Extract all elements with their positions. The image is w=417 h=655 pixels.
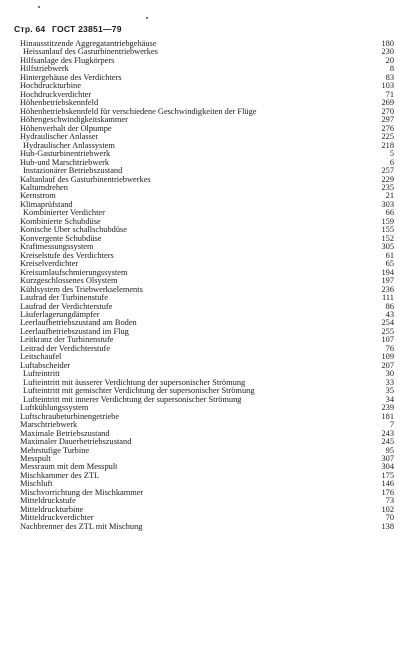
- entry-page-number: 270: [381, 106, 394, 116]
- entry-term: Leerlaufbetriebszustand im Flug: [20, 327, 129, 336]
- entry-page-number: 30: [385, 369, 394, 379]
- index-entry: [20, 277, 394, 285]
- entry-term: Leitschaufel: [20, 353, 62, 362]
- index-entry: [20, 294, 394, 302]
- index-entry: [20, 455, 394, 463]
- entry-page-number: 197: [381, 276, 394, 286]
- entry-page-number: 307: [381, 453, 394, 463]
- entry-page-number: 305: [381, 242, 394, 252]
- entry-term: Hilfsanlage des Flugkörpers: [20, 56, 115, 65]
- entry-term: Kurzgeschlossenes Ölsystem: [20, 277, 118, 286]
- page-header: [14, 24, 126, 34]
- entry-page-number: 176: [381, 487, 394, 497]
- entry-page-number: 245: [381, 437, 394, 447]
- entry-term: Mitteldruckturbine: [20, 505, 84, 514]
- index-entry: [20, 150, 394, 158]
- entry-page-number: 236: [381, 284, 394, 294]
- entry-page-number: 180: [381, 39, 394, 48]
- entry-term: Hub-Gasturbinentriebwerk: [20, 150, 111, 159]
- print-speck: [38, 6, 40, 8]
- entry-page-number: 181: [381, 411, 394, 421]
- index-entry: [20, 413, 394, 421]
- entry-term: Leitrad der Verdichterstufe: [20, 344, 111, 353]
- entry-term: Läuferlagerungdämpfer: [20, 311, 100, 319]
- index-entry: [20, 303, 394, 311]
- entry-page-number: 70: [385, 513, 394, 523]
- index-entry: [20, 176, 394, 184]
- entry-term: Höhenverhalt der Ölpumpe: [20, 124, 112, 133]
- index-entry: [20, 209, 394, 217]
- entry-term: Hochdruckverdichter: [20, 90, 92, 99]
- index-entry: [20, 328, 394, 336]
- entry-term: Nachbrenner des ZTL mit Mischung: [20, 522, 143, 531]
- index-entry: [20, 40, 394, 48]
- entry-page-number: 276: [381, 123, 394, 133]
- entry-term: Lufteintritt: [23, 370, 60, 379]
- index-entry: [20, 362, 394, 370]
- entry-term: Konische Über schallschubdüse: [20, 226, 127, 235]
- index-entry: [20, 514, 394, 522]
- entry-page-number: 65: [385, 259, 394, 269]
- entry-page-number: 21: [385, 191, 394, 201]
- index-entry: [20, 447, 394, 455]
- entry-page-number: 83: [385, 72, 394, 82]
- entry-page-number: 111: [382, 293, 394, 303]
- index-entry: [20, 379, 394, 387]
- entry-term: Mischluft: [20, 480, 53, 489]
- index-entry: [20, 404, 394, 412]
- index-entry: [20, 480, 394, 488]
- entry-page-number: 152: [381, 233, 394, 243]
- index-entry: [20, 286, 394, 294]
- index-entry: [20, 345, 394, 353]
- index-entry: [20, 142, 394, 150]
- index-entry: [20, 192, 394, 200]
- index-entry: [20, 421, 394, 429]
- index-entry: [20, 133, 394, 141]
- entry-term: Instazionärer Betriebszustand: [23, 167, 123, 176]
- entry-page-number: 86: [385, 301, 394, 311]
- index-entry: [20, 438, 394, 446]
- index-entry: [20, 167, 394, 175]
- entry-term: Hintergehäuse des Verdichters: [20, 73, 122, 82]
- entry-page-number: 269: [381, 98, 394, 108]
- entry-page-number: 107: [381, 335, 394, 345]
- entry-term: Kreiselverdichter: [20, 260, 79, 269]
- entry-term: Laufrad der Verdichterstufe: [20, 302, 113, 311]
- entry-page-number: 7: [389, 420, 394, 430]
- index-entry: [20, 260, 394, 268]
- print-speck: [146, 17, 148, 19]
- entry-term: Mischvorrichtung der Mischkammer: [20, 488, 144, 497]
- index-entry: [20, 235, 394, 243]
- index-entry: [20, 99, 394, 107]
- entry-page-number: 230: [381, 47, 394, 57]
- entry-term: Kaltanlauf des Gasturbinentriebwerkes: [20, 175, 151, 184]
- entry-page-number: 8: [389, 64, 394, 74]
- entry-term: Luftabscheider: [20, 361, 71, 370]
- index-entry: [20, 370, 394, 378]
- entry-term: Leitkranz der Turbinenstufe: [20, 336, 114, 345]
- entry-term: Hydraulischer Anlasser: [20, 133, 99, 142]
- entry-page-number: 109: [381, 352, 394, 362]
- entry-page-number: 255: [381, 326, 394, 336]
- entry-page-number: 207: [381, 360, 394, 370]
- entry-term: Hub-und Marschtriebwerk: [20, 158, 110, 167]
- entry-page-number: 138: [381, 521, 394, 531]
- index-entry: [20, 243, 394, 251]
- entry-page-number: 66: [385, 208, 394, 218]
- entry-page-number: 159: [381, 216, 394, 226]
- entry-page-number: 254: [381, 318, 394, 328]
- entry-term: Kreiselstufe des Verdichters: [20, 251, 114, 260]
- entry-term: Höhengeschwindigkeitskammer: [20, 116, 128, 125]
- entry-term: Marschtriebwerk: [20, 421, 78, 430]
- index-entry: [20, 430, 394, 438]
- index-entry: [20, 159, 394, 167]
- entry-page-number: 175: [381, 470, 394, 480]
- entry-page-number: 225: [381, 132, 394, 142]
- entry-term: Höhenbetriebskennfeld für verschiedene Geschwindigkeiten der Flüge: [20, 107, 257, 116]
- index-entry: [20, 269, 394, 277]
- entry-page-number: 304: [381, 462, 394, 472]
- entry-term: Heissanlauf des Gasturbinentriebwerkes: [23, 48, 158, 57]
- index-entry: [20, 48, 394, 56]
- entry-term: Luftkühlungssystem: [20, 404, 89, 413]
- index-entry: [20, 125, 394, 133]
- index-entry: [20, 218, 394, 226]
- entry-term: Klimaprüfstand: [20, 200, 73, 209]
- entry-term: Kreisumlaufschmierungssystem: [20, 268, 128, 277]
- entry-page-number: 34: [385, 394, 394, 404]
- entry-term: Maximaler Dauerbetriebszustand: [20, 438, 132, 447]
- index-entry: [20, 116, 394, 124]
- index-entry: [20, 252, 394, 260]
- entry-term: Mehrstufige Turbine: [20, 446, 90, 455]
- entry-term: Konvergente Schubdüse: [20, 234, 102, 243]
- index-entry: [20, 463, 394, 471]
- entry-term: Laufrad der Turbinenstufe: [20, 294, 108, 303]
- entry-term: Hydraulischer Anlassystem: [23, 141, 115, 150]
- index-entry: [20, 523, 394, 531]
- entry-page-number: 303: [381, 199, 394, 209]
- index-entry: [20, 108, 394, 116]
- entry-term: Lufteintritt mit äusserer Verdichtung der supersonischer Strömung: [23, 378, 246, 387]
- index-entry: [20, 506, 394, 514]
- entry-page-number: 194: [381, 267, 394, 277]
- entry-page-number: 43: [385, 310, 394, 319]
- entry-page-number: 73: [385, 496, 394, 506]
- entry-term: Messpult: [20, 454, 51, 463]
- entry-term: Lufteintritt mit innerer Verdichtung der supersonischer Strömung: [23, 395, 242, 404]
- entry-term: Mitteldruckverdichter: [20, 514, 94, 523]
- index-entry: [20, 387, 394, 395]
- entry-page-number: 243: [381, 428, 394, 438]
- page-label: Стр. 64: [14, 24, 46, 34]
- entry-page-number: 257: [381, 166, 394, 176]
- index-entry: [20, 319, 394, 327]
- index-entry: [20, 311, 394, 319]
- entry-page-number: 155: [381, 225, 394, 235]
- entry-term: Mitteldruckstufe: [20, 497, 76, 506]
- entry-page-number: 102: [381, 504, 394, 514]
- entry-term: Kernstrom: [20, 192, 56, 201]
- entry-term: Luftschraubeturbinengetriebe: [20, 412, 120, 421]
- index-entry: [20, 472, 394, 480]
- index-entry: [20, 201, 394, 209]
- entry-page-number: 239: [381, 403, 394, 413]
- entry-term: Hilfstriebwerk: [20, 65, 69, 74]
- entry-term: Leerlaufbetriebszustand am Boden: [20, 319, 137, 328]
- index-entry: [20, 226, 394, 234]
- entry-term: Kombinierter Verdichter: [23, 209, 105, 218]
- standard-number: ГОСТ 23851—79: [52, 24, 122, 34]
- entry-term: Mischkammer des ZTL: [20, 471, 100, 480]
- index-entry: [20, 353, 394, 361]
- entry-term: Kraftmessungssystem: [20, 243, 94, 252]
- entry-term: Lufteintritt mit gemischter Verdichtung der supersonischer Strömung: [23, 387, 255, 396]
- entry-term: Kombinierte Schubdüse: [20, 217, 101, 226]
- index-entry: [20, 57, 394, 65]
- entry-page-number: 229: [381, 174, 394, 184]
- entry-page-number: 95: [385, 445, 394, 455]
- entry-term: Höhenbetriebskennfeld: [20, 99, 99, 108]
- index-entry: [20, 497, 394, 505]
- entry-page-number: 35: [385, 386, 394, 396]
- entry-page-number: 61: [385, 250, 394, 260]
- index-entry: [20, 489, 394, 497]
- entry-term: Kühlsystem des Triebwerkselements: [20, 285, 143, 294]
- index-entry: [20, 336, 394, 344]
- entry-page-number: 76: [385, 343, 394, 353]
- entry-page-number: 6: [389, 157, 394, 167]
- entry-page-number: 103: [381, 81, 394, 91]
- index-entry: [20, 91, 394, 99]
- entry-page-number: 33: [385, 377, 394, 387]
- entry-term: Messraum mit dem Messpult: [20, 463, 118, 472]
- index-entry: [20, 82, 394, 90]
- index-entry: [20, 74, 394, 82]
- entry-page-number: 218: [381, 140, 394, 150]
- entry-page-number: 71: [385, 89, 394, 99]
- index-list: [20, 40, 394, 531]
- entry-term: Maximale Betriebszustand: [20, 429, 110, 438]
- entry-page-number: 235: [381, 182, 394, 192]
- entry-page-number: 20: [385, 55, 394, 65]
- index-entry: [20, 184, 394, 192]
- index-entry: [20, 396, 394, 404]
- entry-term: Hochdruckturbine: [20, 82, 81, 91]
- entry-term: Kaltumdrehen: [20, 183, 68, 192]
- entry-page-number: 297: [381, 115, 394, 125]
- entry-page-number: 5: [389, 149, 394, 159]
- entry-term: Hinausstitzende Aggregatantriebgehäuse: [20, 40, 157, 48]
- entry-page-number: 146: [381, 479, 394, 489]
- index-entry: [20, 65, 394, 73]
